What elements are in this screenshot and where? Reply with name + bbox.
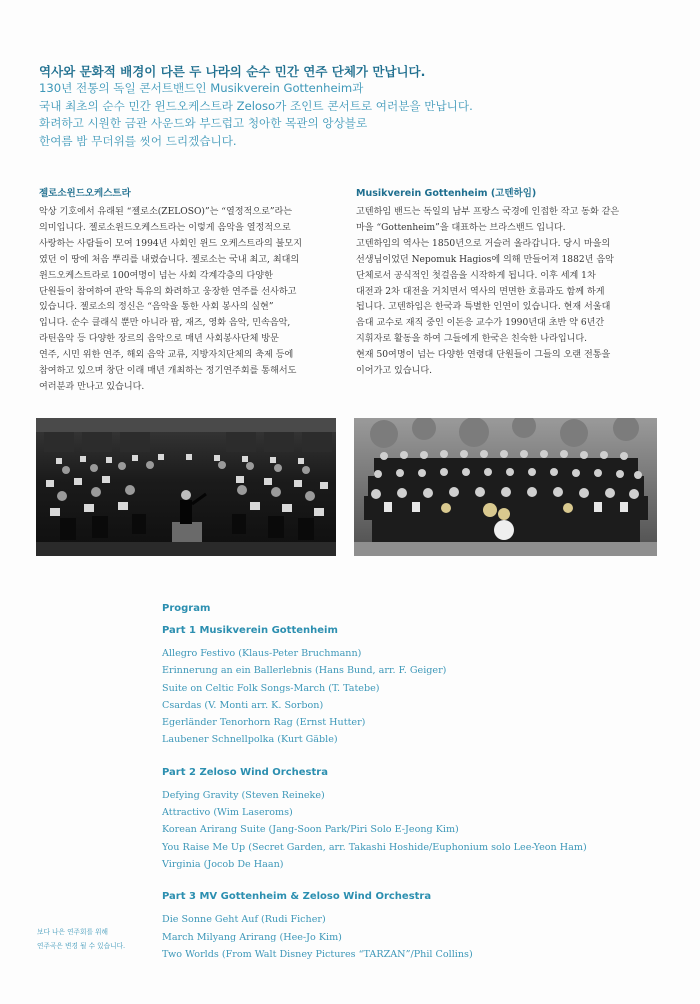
part-2-title: Part 2 Zeloso Wind Orchestra bbox=[162, 766, 328, 778]
zeloso-line: 사랑하는 사람들이 모여 1994년 사회인 윈드 오케스트라의 불모지 bbox=[39, 238, 302, 249]
zeloso-line: 여러분과 만나고 있습니다. bbox=[39, 381, 145, 392]
intro-line: 화려하고 시원한 금관 사운드와 부드럽고 청아한 목관의 앙상블로 bbox=[39, 116, 368, 130]
zeloso-orchestra-photo bbox=[36, 418, 336, 556]
zeloso-line: 라틴음악 등 다양한 장르의 음악으로 매년 사회봉사단체 방문 bbox=[39, 334, 279, 345]
part-1-title: Part 1 Musikverein Gottenheim bbox=[162, 625, 338, 636]
program-item: Erinnerung an ein Ballerlebnis (Hans Bund, arr. F. Geiger) bbox=[162, 665, 447, 677]
program-item: Laubener Schnellpolka (Kurt Gäble) bbox=[162, 734, 338, 746]
program-item: Two Worlds (From Walt Disney Pictures “TARZAN”/Phil Collins) bbox=[162, 948, 473, 960]
program-change-note bbox=[37, 925, 125, 953]
program-item: Allegro Festivo (Klaus-Peter Bruchmann) bbox=[162, 648, 362, 659]
zeloso-line: 였던 이 땅에 처음 뿌리를 내렸습니다. 젤로소는 국내 최고, 최대의 bbox=[39, 254, 300, 265]
intro-line: 한여름 밤 무더위를 씻어 드리겠습니다. bbox=[39, 133, 237, 148]
program-item: Suite on Celtic Folk Songs-March (T. Tatebe) bbox=[162, 682, 380, 694]
gottenheim-line: 고텐하임 밴드는 독일의 남부 프랑스 국경에 인접한 작고 동화 같은 bbox=[356, 207, 620, 217]
program-item: Egerländer Tenorhorn Rag (Ernst Hutter) bbox=[162, 717, 366, 729]
gottenheim-line: 대전과 2차 대전을 거치면서 역사의 면면한 흐름과도 함께 하게 bbox=[356, 286, 605, 297]
part-3-title: Part 3 MV Gottenheim & Zeloso Wind Orchestra bbox=[162, 891, 432, 903]
zeloso-title: 젤로소윈드오케스트라 bbox=[39, 188, 131, 199]
program-item: March Milyang Arirang (Hee-Jo Kim) bbox=[162, 931, 342, 943]
program-item: Die Sonne Geht Auf (Rudi Ficher) bbox=[162, 914, 326, 926]
program-heading: Program bbox=[162, 603, 211, 614]
gottenheim-title: Musikverein Gottenheim (고텐하임) bbox=[356, 188, 537, 199]
zeloso-line: 있습니다. 젤로소의 정신은 “음악을 통한 사회 봉사의 실현” bbox=[39, 302, 274, 313]
gottenheim-line: 고텐하임의 역사는 1850년으로 거슬러 올라갑니다. 당시 마을의 bbox=[356, 238, 611, 249]
program-item: Korean Arirang Suite (Jang-Soon Park/Piri Solo E-Jeong Kim) bbox=[162, 824, 459, 836]
gottenheim-line: 마을 “Gottenheim”을 대표하는 브라스밴드 입니다. bbox=[356, 222, 566, 233]
note-line: 연주곡은 변경 될 수 있습니다. bbox=[37, 942, 126, 950]
headline: 역사와 문화적 배경이 다른 두 나라의 순수 민간 연주 단체가 만납니다. bbox=[39, 64, 426, 79]
intro-text bbox=[39, 80, 679, 150]
program-item: Attractivo (Wim Laseroms) bbox=[162, 807, 293, 819]
program-item: Defying Gravity (Steven Reineke) bbox=[162, 789, 325, 801]
zeloso-line: 악상 기호에서 유래된 “젤로소(ZELOSO)”는 “열정적으로”라는 bbox=[39, 207, 293, 217]
zeloso-line: 입니다. 순수 클래식 뿐만 아니라 팝, 재즈, 영화 음악, 민속음악, bbox=[39, 318, 291, 329]
program-item: Virginia (Jocob De Haan) bbox=[162, 858, 284, 870]
gottenheim-line: 선생님이었던 Nepomuk Hagios에 의해 만들어져 1882년 음악 bbox=[356, 254, 614, 265]
zeloso-line: 연주, 시민 위한 연주, 해외 음악 교류, 지방자치단체의 축제 등에 bbox=[39, 350, 294, 361]
gottenheim-line: 현재 50여명이 넘는 다양한 연령대 단원들이 그들의 오랜 전통을 bbox=[356, 350, 611, 361]
program-item: Csardas (V. Monti arr. K. Sorbon) bbox=[162, 699, 324, 711]
note-line: 보다 나은 연주회를 위해 bbox=[37, 928, 108, 936]
intro-line: 국내 최초의 순수 민간 윈드오케스트라 Zeloso가 조인트 콘서트로 여러분을 만납니다. bbox=[39, 98, 473, 113]
intro-line: 130년 전통의 독일 콘서트밴드인 Musikverein Gottenheim과 bbox=[39, 81, 364, 95]
zeloso-line: 윈드오케스트라로 100여명이 넘는 사회 각계각층의 다양한 bbox=[39, 270, 273, 281]
zeloso-line: 의미입니다. 젤로소윈드오케스트라는 이렇게 음악을 열정적으로 bbox=[39, 222, 291, 233]
gottenheim-line: 지휘자로 활동을 하여 그들에게 한국은 친숙한 나라입니다. bbox=[356, 334, 588, 345]
gottenheim-band-photo bbox=[354, 418, 657, 556]
gottenheim-line: 이어가고 있습니다. bbox=[356, 366, 433, 377]
gottenheim-line: 음대 교수로 재직 중인 이돈응 교수가 1990년대 초반 약 6년간 bbox=[356, 318, 605, 329]
gottenheim-description bbox=[356, 205, 619, 380]
zeloso-line: 단원들이 참여하여 관악 특유의 화려하고 웅장한 연주를 선사하고 bbox=[39, 286, 297, 297]
gottenheim-line: 됩니다. 고텐하임은 한국과 특별한 인연이 있습니다. 현재 서울대 bbox=[356, 302, 611, 313]
program-item: You Raise Me Up (Secret Garden, arr. Takashi Hoshide/Euphonium solo Lee-Yeon Ham) bbox=[162, 841, 587, 853]
program-section bbox=[162, 603, 682, 963]
gottenheim-line: 단체로서 공식적인 첫걸음을 시작하게 됩니다. 이후 세계 1차 bbox=[356, 270, 596, 281]
zeloso-line: 참여하고 있으며 창단 이래 매년 개최하는 정기연주회를 통해서도 bbox=[39, 366, 297, 377]
zeloso-description bbox=[39, 205, 302, 396]
